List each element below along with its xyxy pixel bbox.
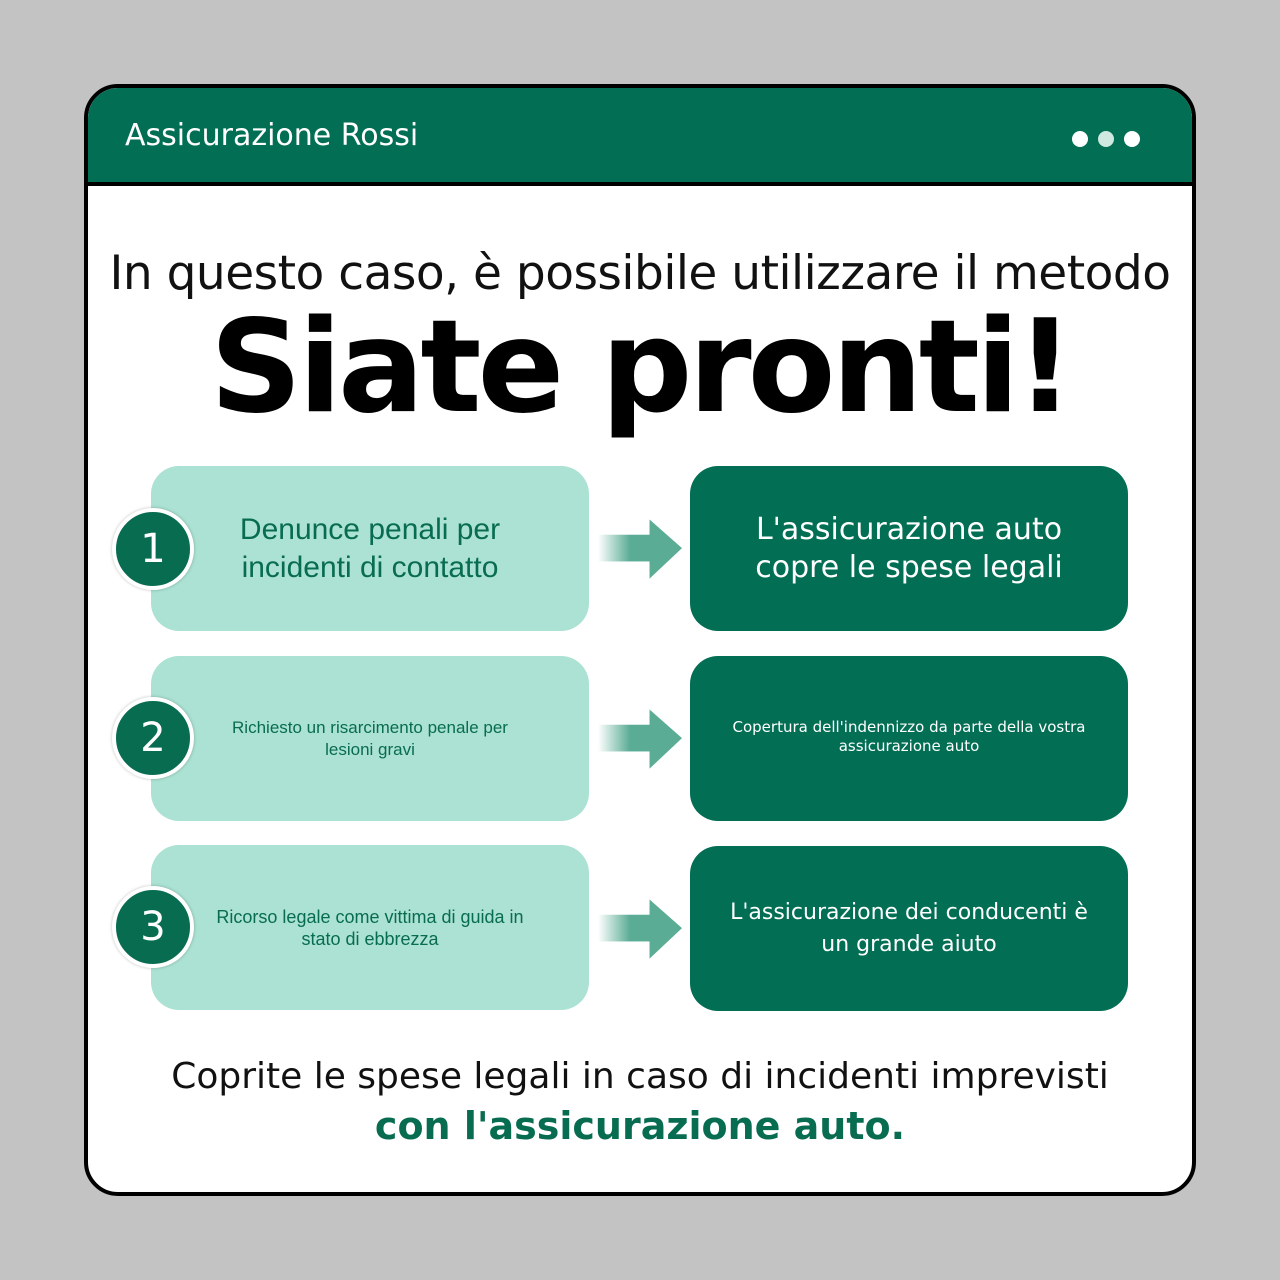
solution-box-3: L'assicurazione dei conducenti è un grande aiuto bbox=[690, 846, 1128, 1011]
dot-icon bbox=[1098, 131, 1114, 147]
dot-icon bbox=[1124, 131, 1140, 147]
solution-box-2: Copertura dell'indennizzo da parte della vostra assicurazione auto bbox=[690, 656, 1128, 821]
solution-box-1: L'assicurazione auto copre le spese legali bbox=[690, 466, 1128, 631]
step-number-2: 2 bbox=[112, 697, 194, 779]
title-bar bbox=[88, 88, 1192, 186]
step-number-3: 3 bbox=[112, 886, 194, 968]
headline-intro: In questo caso, è possibile utilizzare il metodo bbox=[109, 246, 1171, 301]
problem-box-1: Denunce penali per incidenti di contatto bbox=[151, 466, 589, 631]
app-window bbox=[84, 84, 1196, 1196]
footer-highlight: con l'assicurazione auto. bbox=[374, 1104, 906, 1148]
three-dots-icon[interactable] bbox=[1072, 131, 1140, 147]
dot-icon bbox=[1072, 131, 1088, 147]
step-number-1: 1 bbox=[112, 508, 194, 590]
arrow-right-icon bbox=[598, 898, 682, 962]
footer-text: Coprite le spese legali in caso di incidenti imprevisti bbox=[171, 1056, 1109, 1097]
arrow-right-icon bbox=[598, 708, 682, 772]
problem-box-3: Ricorso legale come vittima di guida in stato di ebbrezza bbox=[151, 845, 589, 1010]
arrow-right-icon bbox=[598, 518, 682, 582]
problem-box-2: Richiesto un risarcimento penale per lesioni gravi bbox=[151, 656, 589, 821]
headline-main: Siate pronti! bbox=[209, 293, 1071, 442]
app-title: Assicurazione Rossi bbox=[125, 118, 419, 153]
